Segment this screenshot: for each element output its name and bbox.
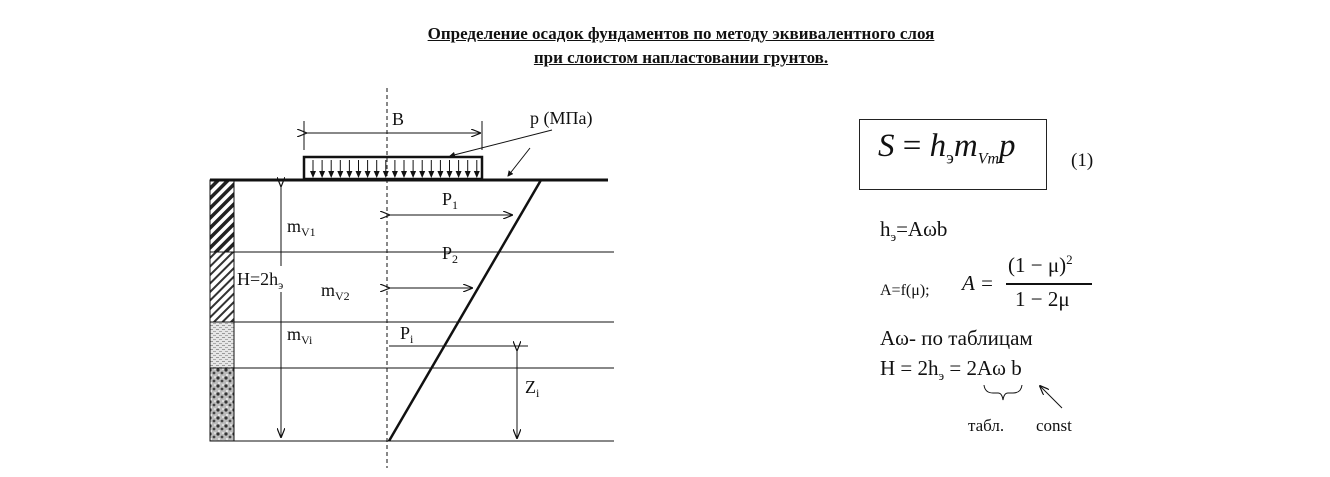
surface-leader [508, 148, 530, 176]
aw-note: Aω- по таблицам [880, 326, 1033, 350]
layer-label-mv1: $m_{V1}$ [287, 216, 316, 239]
soil-column [210, 180, 234, 441]
soil-layer-2 [210, 252, 234, 322]
pressure-label-p2: $P_2$ [442, 243, 459, 266]
soil-layer-1 [210, 180, 234, 252]
pressure-label-pi: $P_i$ [400, 323, 414, 346]
load-leader [450, 130, 552, 156]
a-formula-lhs: A = [962, 271, 994, 295]
pressure-label-p1: $P_1$ [442, 189, 459, 212]
z-label: $Z_i$ [525, 377, 540, 400]
load-label: p (МПа) [530, 108, 593, 128]
table-brace [984, 385, 1022, 400]
h-formula: $H = 2h_э = 2A\omega$ b [880, 356, 1022, 384]
soil-layer-4 [210, 368, 234, 441]
const-note: const [1036, 416, 1072, 435]
table-note: табл. [968, 416, 1005, 435]
a-formula-fraction-bar [1006, 283, 1092, 285]
layer-label-mv2: $m_{V2}$ [321, 280, 350, 303]
const-arrow [1040, 386, 1062, 408]
page-title-line-1: Определение осадок фундаментов по методу эквивалентного слоя [427, 24, 935, 43]
he-formula: $h_э=A\omega b$ [880, 217, 948, 245]
a-formula-numerator: $(1 - \mu)^2$ [1008, 252, 1073, 277]
width-label: B [392, 109, 405, 129]
a-formula-denominator: 1 − 2μ [1015, 287, 1070, 311]
pressure-diagram-line [389, 180, 541, 441]
main-formula: $S = h_эm_{Vm}p$ [878, 128, 1016, 168]
soil-layer-3 [210, 322, 234, 368]
layer-label-mvi: $m_{Vi}$ [287, 324, 313, 347]
a-definition: A=f(μ); [880, 282, 930, 299]
depth-label: $H=2h_э$ [237, 269, 284, 292]
formula-number: (1) [1071, 150, 1094, 171]
page-title-line-2: при слоистом напластовании грунтов. [533, 48, 829, 67]
